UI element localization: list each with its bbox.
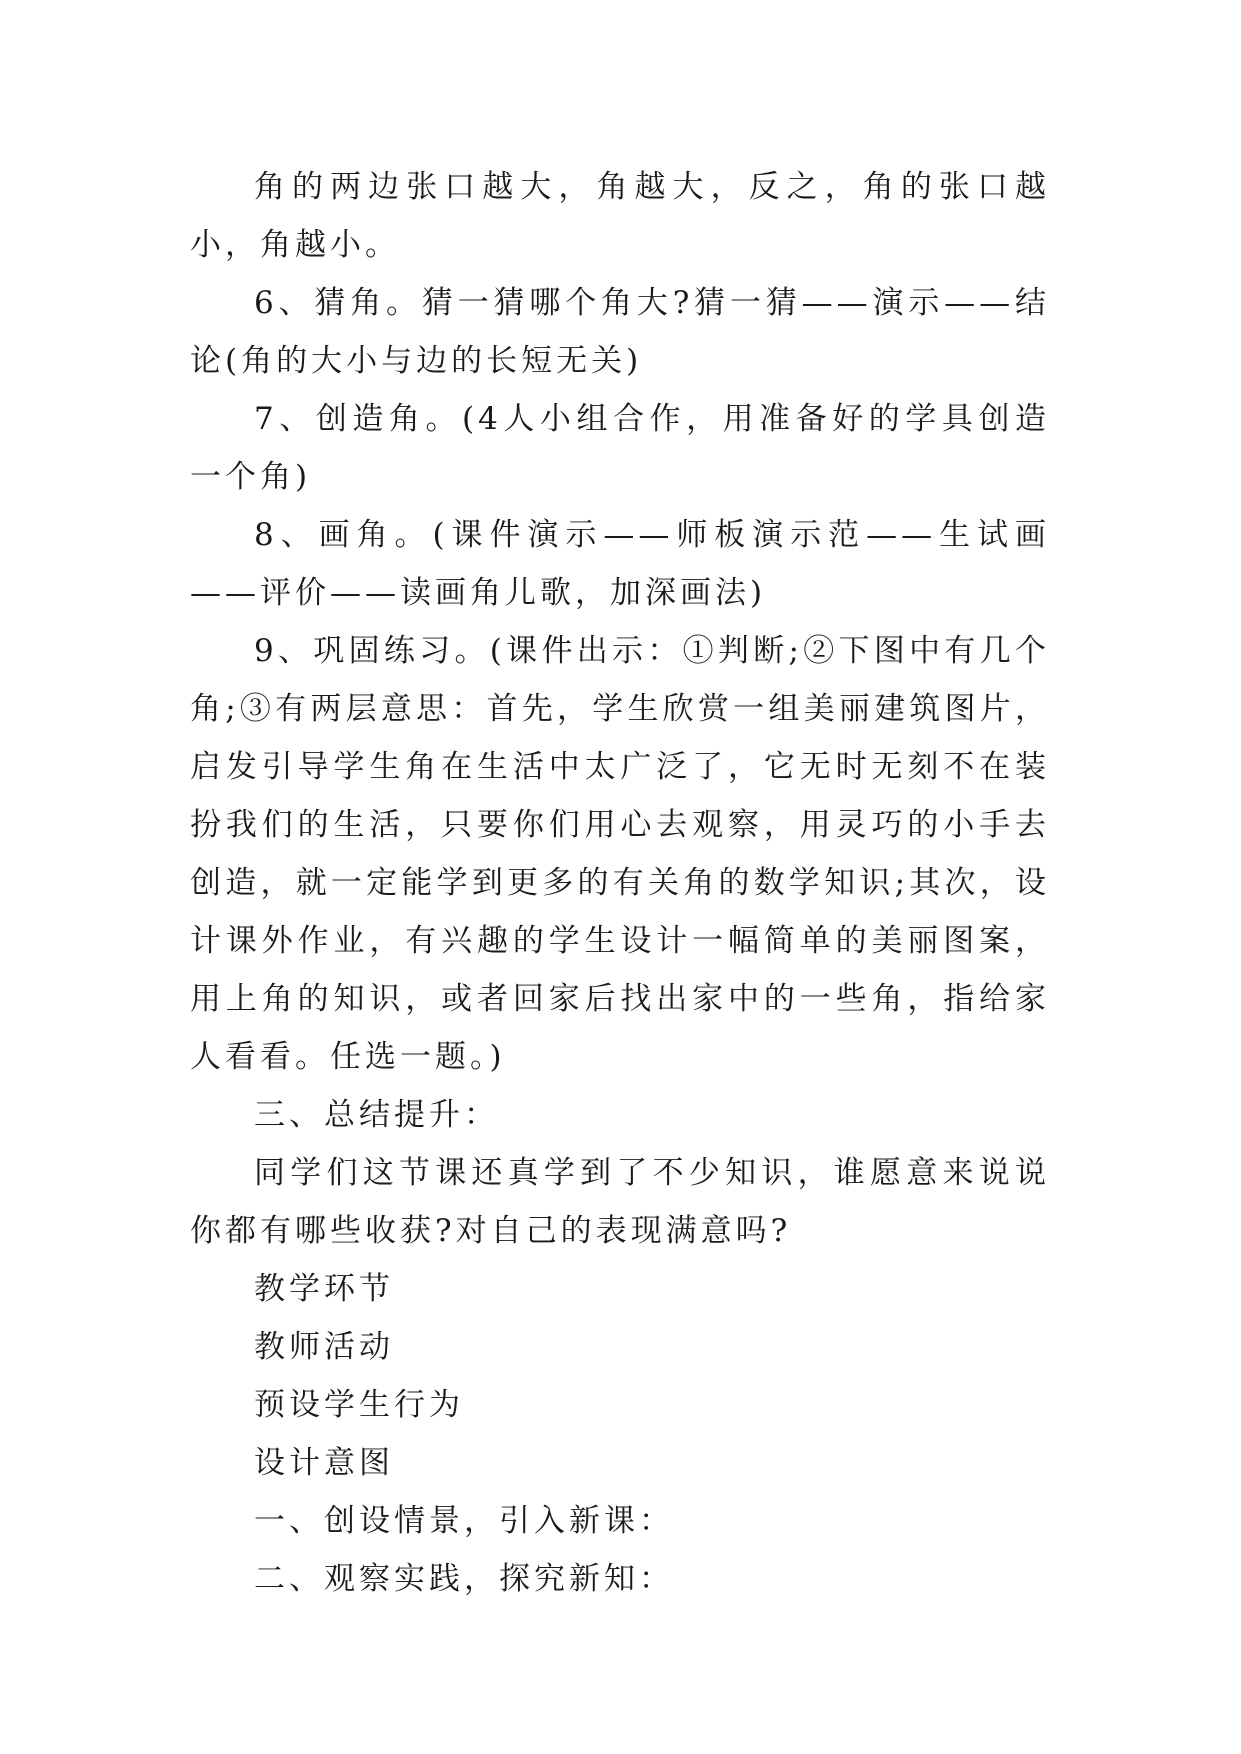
heading-summary: 三、总结提升： — [254, 1097, 499, 1133]
paragraph-consolidation-practice: 9、巩固练习。(课件出示：①判断;②下图中有几个角;③有两层意思：首先，学生欣赏一组美丽建筑图片，启发引导学生角在生活中太广泛了，它无时无刻不在装扮我们的生活，只要你们用心去观察，用灵巧的小手去创造，就一定能学到更多的有关角的数学知识;其次，设计课外作业，有兴趣的学生设计一幅简单的美丽图案，用上角的知识，或者回家后找出家中的一些角，指给家人看看。任选一题。) — [190, 633, 1050, 1075]
paragraph-summary-question: 同学们这节课还真学到了不少知识，谁愿意来说说你都有哪些收获?对自己的表现满意吗? — [190, 1155, 1050, 1249]
label-teacher-activity: 教师活动 — [254, 1329, 394, 1365]
paragraph-guess-angle: 6、猜角。猜一猜哪个角大?猜一猜——演示——结论(角的大小与边的长短无关) — [190, 285, 1050, 379]
paragraph-create-angle: 7、创造角。(4人小组合作，用准备好的学具创造一个角) — [190, 401, 1050, 495]
heading-section-two: 二、观察实践，探究新知： — [254, 1561, 674, 1597]
label-design-intent: 设计意图 — [254, 1445, 394, 1481]
label-expected-student-behavior: 预设学生行为 — [254, 1387, 464, 1423]
document-body — [190, 158, 1050, 1608]
paragraph-draw-angle: 8、画角。(课件演示——师板演示范——生试画——评价——读画角儿歌，加深画法) — [190, 517, 1050, 611]
label-teaching-stage: 教学环节 — [254, 1271, 394, 1307]
heading-section-one: 一、创设情景，引入新课： — [254, 1503, 674, 1539]
paragraph-angle-size-rule: 角的两边张口越大，角越大，反之，角的张口越小，角越小。 — [190, 169, 1050, 263]
